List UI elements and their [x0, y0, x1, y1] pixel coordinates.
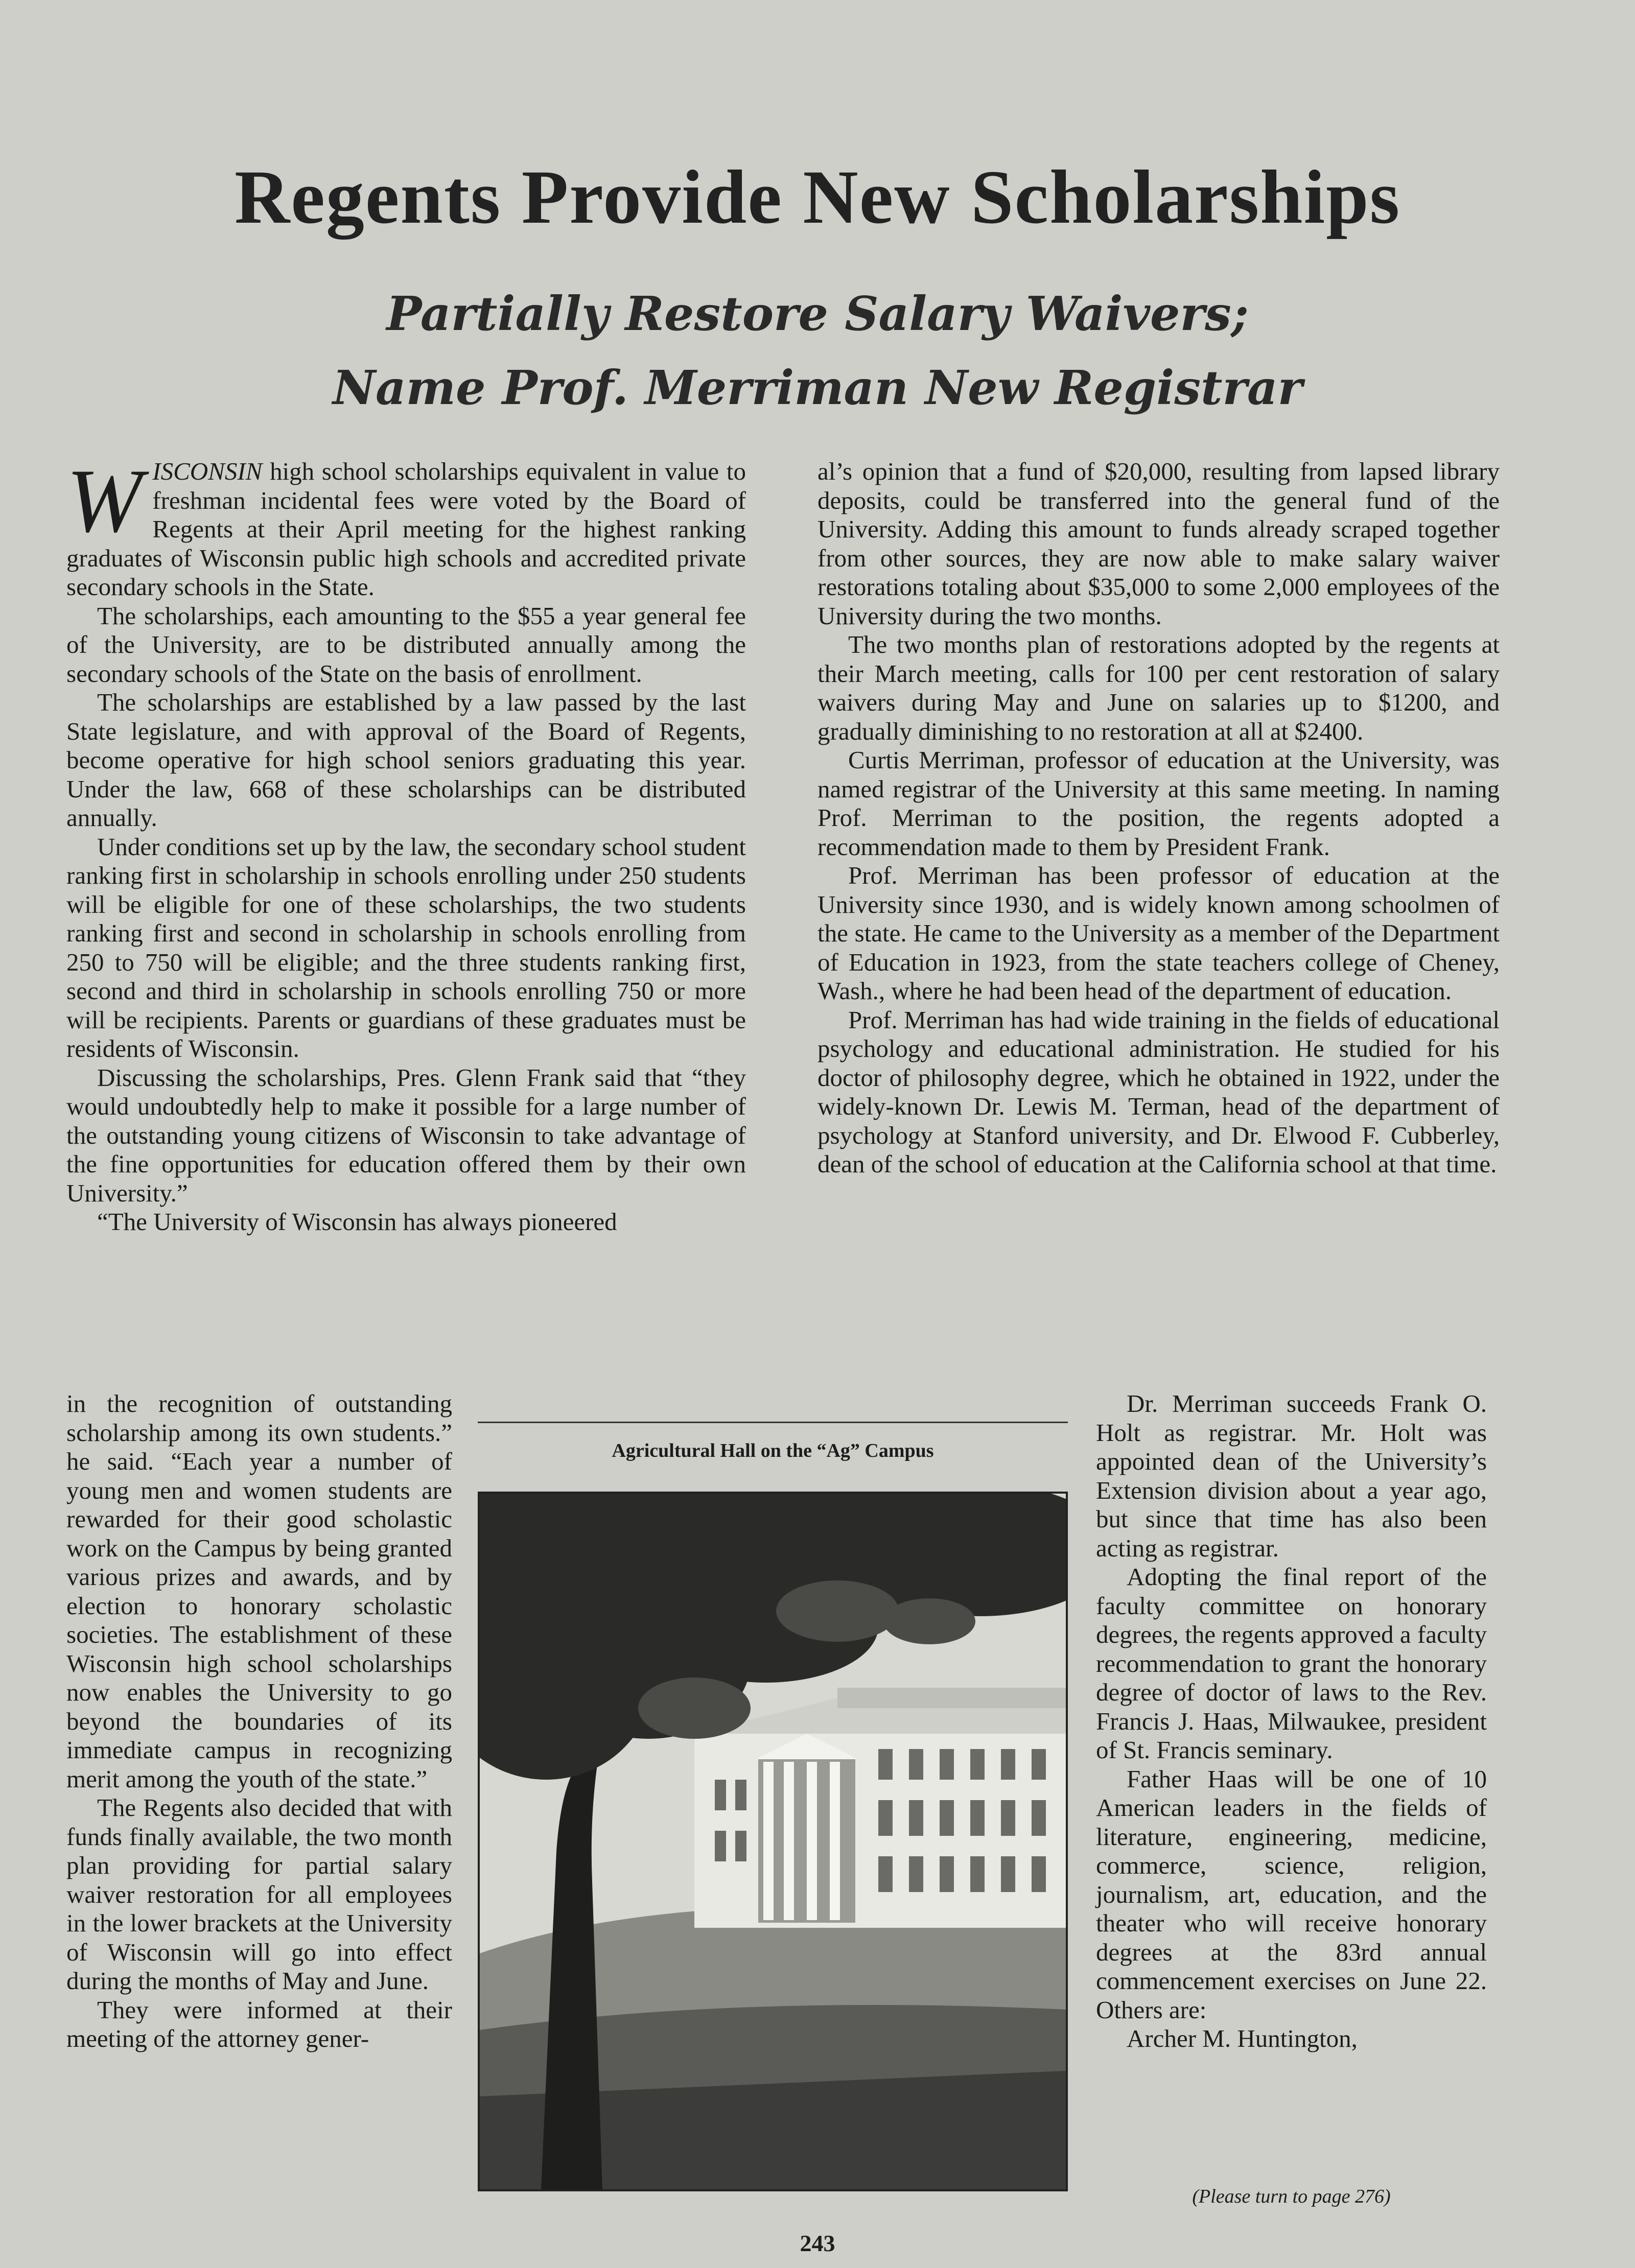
paragraph: Father Haas will be one of 10 American leaders in the fields of literature, engineering, medicine, commerce, science, religion, journalism, art, education, and the theater who will receive honorary degrees at the 83rd annual commencement exercises on June 22. Others are: — [1096, 1764, 1487, 2024]
paragraph: “The University of Wisconsin has always pioneered — [97, 1208, 617, 1236]
page-number: 243 — [800, 2230, 835, 2256]
paragraph: Prof. Merriman has had wide training in the fields of educational psychology and educational administration. He studied for his doctor of philosophy degree, which he obtained in 1922, under the widely-known Dr. Lewis M. Terman, head of the department of psychology at Stanford university, and Dr. Elwood F. Cubberley, dean of the school of education at the California school at that time. — [818, 1005, 1500, 1178]
paragraph: The Regents also decided that with funds finally available, the two month plan providing for partial salary waiver restoration for all employees in the lower brackets at the University of Wisconsin will go into effect during the months of May and June. — [66, 1793, 452, 1995]
agricultural-hall-photo — [478, 1492, 1068, 2191]
paragraph: Dr. Merriman succeeds Frank O. Holt as registrar. Mr. Holt was appointed dean of the University’s Extension division about a year ago, but since that time has also been acting as registrar. — [1096, 1389, 1487, 1562]
right-column — [818, 457, 1500, 1179]
paragraph: They were informed at their meeting of the attorney gener- — [66, 1995, 452, 2052]
headline: Regents Provide New Scholarships — [234, 155, 1401, 240]
subheadline-line-2: Name Prof. Merriman New Registrar — [332, 360, 1303, 415]
paragraph-intro — [66, 450, 746, 602]
paragraph: The scholarships, each amounting to the $55 a year general fee of the University, are to be distributed annually among the secondary schools of the State on the basis of enrollment. — [66, 601, 746, 688]
photo-caption: Agricultural Hall on the “Ag” Campus — [612, 1440, 934, 1461]
paragraph: The scholarships are established by a law passed by the last State legislature, and with approval of the Board of Regents, become operative for high school seniors graduating this year. Under the law, 668 of these scholarships can be distributed annually. — [66, 688, 746, 832]
left-column — [66, 450, 746, 1237]
paragraph: Adopting the final report of the faculty committee on honorary degrees, the regents approved a faculty recommendation to grant the honorary degree of doctor of laws to the Rev. Francis J. Haas, Milwaukee, president of St. Francis seminary. — [1096, 1563, 1487, 1764]
paragraph: The two months plan of restorations adopted by the regents at their March meeting, calls for 100 per cent restoration of salary waivers during May and June on salaries up to $1200, and gradually diminishing to no restoration at all at $2400. — [818, 630, 1500, 745]
lead-word: ISCONSIN — [152, 457, 263, 485]
subheadline-line-1: Partially Restore Salary Waivers; — [386, 286, 1249, 341]
drop-cap: W — [66, 450, 143, 551]
paragraph: Discussing the scholarships, Pres. Glenn Frank said that “they would undoubtedly help to make it possible for a large number of the outstanding young citizens of Wisconsin to take advantage of the fine opportunities for education offered them by their own University.” — [66, 1063, 746, 1207]
paragraph: Under conditions set up by the law, the secondary school student ranking first in scholarship in schools enrolling under 250 students will be eligible for one of these scholarships, the two students ranking first and second in scholarship in schools enrolling from 250 to 750 will be eligible; and the three students ranking first, second and third in scholarship in schools enrolling 750 or more will be recipients. Parents or guardians of these graduates must be residents of Wisconsin. — [66, 832, 746, 1062]
paragraph: Curtis Merriman, professor of education at the University, was named registrar of the University at this same meeting. In naming Prof. Merriman to the position, the regents adopted a recommendation made to them by President Frank. — [818, 746, 1500, 861]
paragraph-continued: in the recognition of outstanding scholarship among its own students.” he said. “Each year a number of young men and women students are rewarded for their good scholastic work on the Campus by being granted various prizes and awards, and by election to honorary scholastic societies. The establishment of these Wisconsin high school scholarships now enables the University to go beyond the boundaries of its immediate campus in recognizing merit among the youth of the state.” — [66, 1389, 452, 1793]
paragraph: Archer M. Huntington, — [1127, 2024, 1358, 2052]
paragraph: Prof. Merriman has been professor of education at the University since 1930, and is widely known among schoolmen of the state. He came to the University as a member of the Department of Education in 1923, from the state teachers college of Cheney, Wash., where he had been head of the department of education. — [818, 861, 1500, 1005]
photo-illustration — [480, 1494, 1066, 2189]
intro-text: high school scholarships equivalent in value to freshman incidental fees were voted by the Board of Regents at their April meeting for the highest ranking graduates of Wisconsin public high schools and accredited private secondary schools in the State. — [66, 457, 746, 601]
caption-divider — [478, 1422, 1068, 1423]
continued-note: (Please turn to page 276) — [1192, 2186, 1391, 2207]
left-lower-column — [66, 1389, 452, 2053]
paragraph-continued: al’s opinion that a fund of $20,000, resulting from lapsed library deposits, could be transferred into the general fund of the University. Adding this amount to funds already scraped together from other sources, they are now able to make salary waiver restorations totaling about $35,000 to some 2,000 employees of the University during the two months. — [818, 457, 1500, 630]
right-lower-column — [1096, 1389, 1487, 2053]
